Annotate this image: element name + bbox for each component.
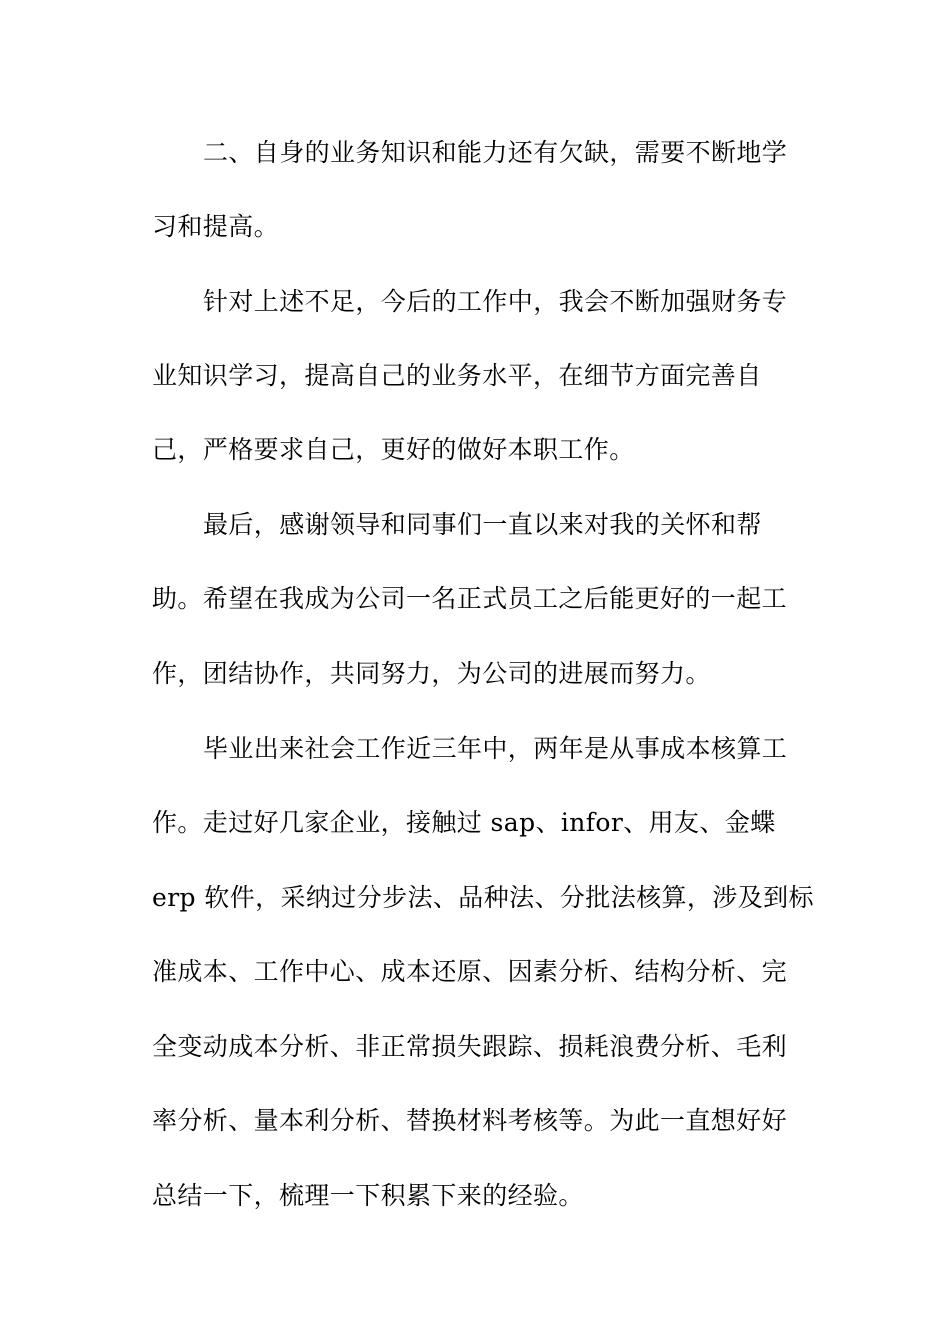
- paragraph-line: erp 软件，采纳过分步法、品种法、分批法核算，涉及到标: [152, 883, 814, 912]
- paragraph-line: 己，严格要求自己，更好的做好本职工作。: [152, 435, 635, 464]
- paragraph-line: 作。走过好几家企业，接触过 sap、infor、用友、金蝶: [152, 808, 776, 837]
- paragraph-line: 率分析、量本利分析、替换材料考核等。为此一直想好好: [152, 1106, 788, 1135]
- paragraph-line: 习和提高。: [152, 212, 280, 241]
- paragraph-line: 全变动成本分析、非正常损失跟踪、损耗浪费分析、毛利: [152, 1032, 788, 1061]
- paragraph-line: 总结一下，梳理一下积累下来的经验。: [152, 1181, 584, 1210]
- paragraph-line: 准成本、工作中心、成本还原、因素分析、结构分析、完: [152, 957, 788, 986]
- paragraph-line: 作，团结协作，共同努力，为公司的进展而努力。: [152, 659, 711, 688]
- paragraph-line: 助。希望在我成为公司一名正式员工之后能更好的一起工: [152, 584, 788, 613]
- paragraph-line: 针对上述不足，今后的工作中，我会不断加强财务专: [203, 287, 788, 316]
- paragraph-line: 最后，感谢领导和同事们一直以来对我的关怀和帮: [203, 510, 762, 539]
- paragraph-line: 业知识学习，提高自己的业务水平，在细节方面完善自: [152, 361, 762, 390]
- paragraph-line: 毕业出来社会工作近三年中，两年是从事成本核算工: [203, 734, 788, 763]
- paragraph-line: 二、自身的业务知识和能力还有欠缺，需要不断地学: [203, 138, 788, 167]
